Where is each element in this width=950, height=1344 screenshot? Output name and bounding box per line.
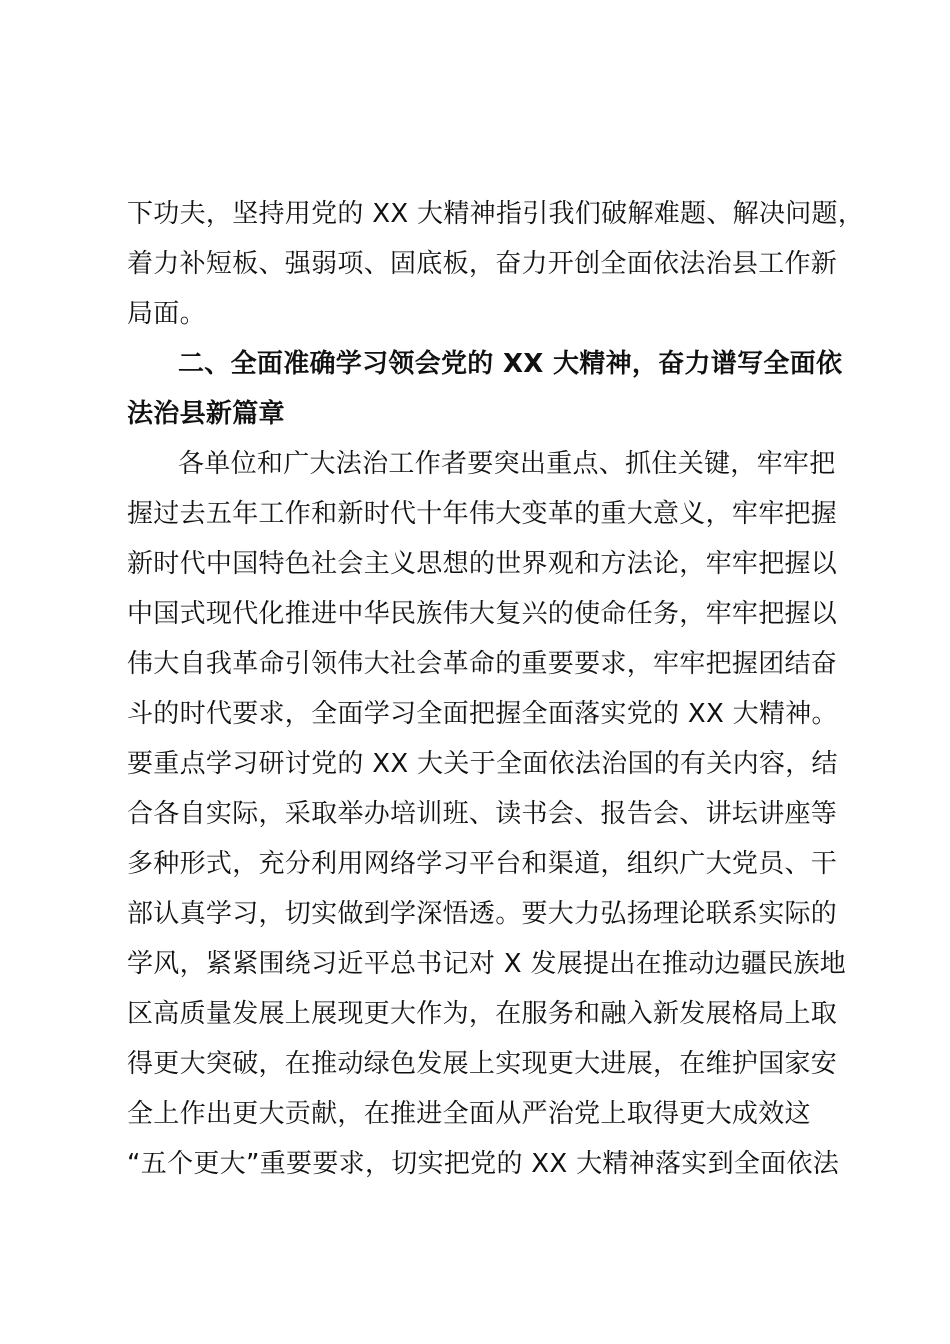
paragraph-2-line-4: 中国式现代化推进中华民族伟大复兴的使命任务，牢牢把握以 xyxy=(127,599,838,629)
paragraph-2-line-10: 部认真学习，切实做到学深悟透。要大力弘扬理论联系实际的 xyxy=(127,899,838,929)
paragraph-2-line-3: 新时代中国特色社会主义思想的世界观和方法论，牢牢把握以 xyxy=(127,549,838,579)
paragraph-2-line-11: 学风，紧紧围绕习近平总书记对 X 发展提出在推动边疆民族地 xyxy=(127,949,847,979)
paragraph-2-line-1: 各单位和广大法治工作者要突出重点、抓住关键，牢牢把 xyxy=(178,449,836,479)
paragraph-2-line-15: “五个更大”重要要求，切实把党的 XX 大精神落实到全面依法 xyxy=(127,1149,840,1179)
paragraph-2-line-13: 得更大突破，在推动绿色发展上实现更大进展，在维护国家安 xyxy=(127,1049,838,1079)
paragraph-2-line-5: 伟大自我革命引领伟大社会革命的重要要求，牢牢把握团结奋 xyxy=(127,649,838,679)
paragraph-2-line-6: 斗的时代要求，全面学习全面把握全面落实党的 XX 大精神。 xyxy=(127,699,838,729)
paragraph-1-line-3: 局面。 xyxy=(127,299,206,329)
paragraph-2-line-12: 区高质量发展上展现更大作为，在服务和融入新发展格局上取 xyxy=(127,999,838,1029)
paragraph-1-line-2: 着力补短板、强弱项、固底板，奋力开创全面依法治县工作新 xyxy=(127,249,838,279)
paragraph-2-line-7: 要重点学习研讨党的 XX 大关于全面依法治国的有关内容，结 xyxy=(127,749,838,779)
paragraph-2-line-14: 全上作出更大贡献，在推进全面从严治党上取得更大成效这 xyxy=(127,1099,811,1129)
section-heading-line-2: 法治县新篇章 xyxy=(127,399,285,429)
paragraph-2-line-9: 多种形式，充分利用网络学习平台和渠道，组织广大党员、干 xyxy=(127,849,838,879)
paragraph-1-line-1: 下功夫，坚持用党的 XX 大精神指引我们破解难题、解决问题， xyxy=(127,199,865,229)
paragraph-2-line-2: 握过去五年工作和新时代十年伟大变革的重大意义，牢牢把握 xyxy=(127,499,838,529)
paragraph-2-line-8: 合各自实际，采取举办培训班、读书会、报告会、讲坛讲座等 xyxy=(127,799,838,829)
section-heading-line-1: 二、全面准确学习领会党的 XX 大精神，奋力谱写全面依 xyxy=(178,349,843,379)
